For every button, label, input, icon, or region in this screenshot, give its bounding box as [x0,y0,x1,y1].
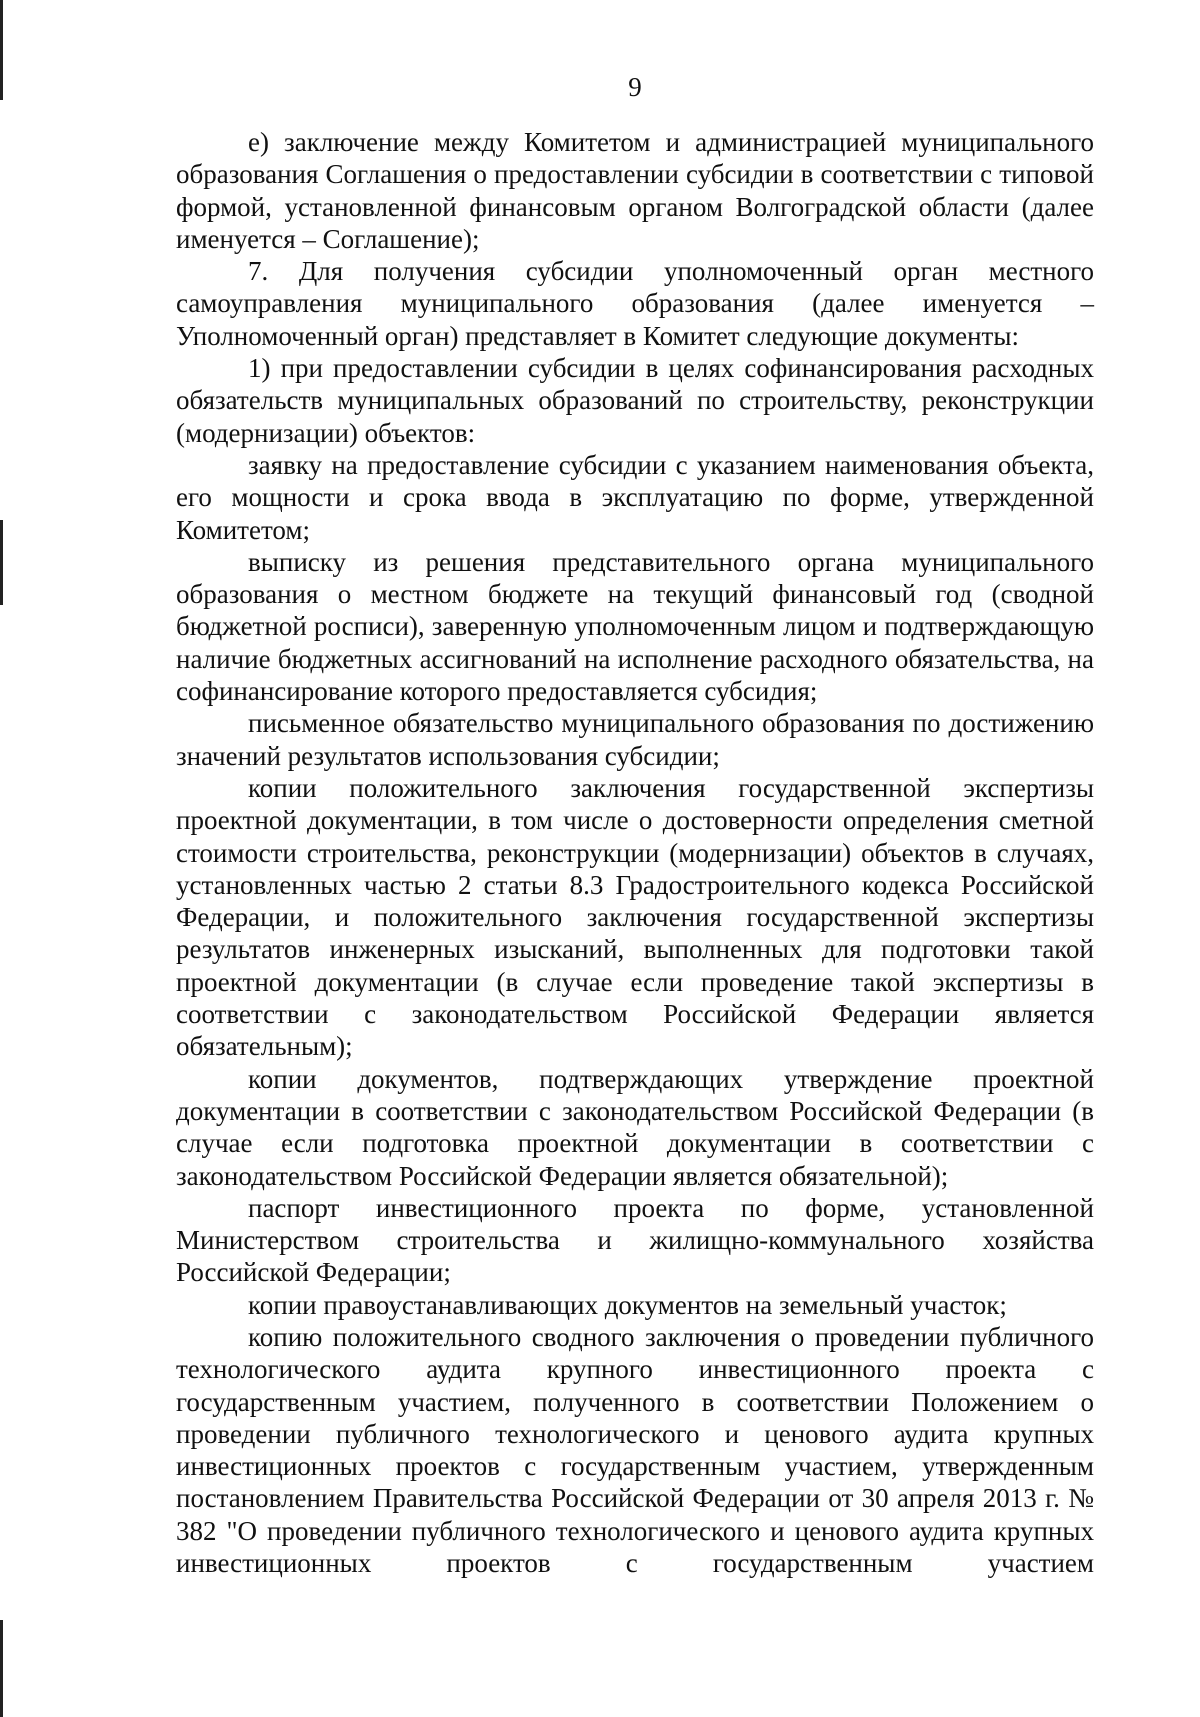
paragraph-expertise-copies: копии положительного заключения государственной экспертизы проектной документации, в том числе о достоверности определения сметной стоимости строительства, реконструкции (модернизации) объектов в случаях, установленных частью 2 статьи 8.3 Градостроительного кодекса Российской Федерации, и положительного заключения государственной экспертизы результатов инженерных изысканий, выполненных для подготовки такой проектной документации (в случае если проведение такой экспертизы в соответствии с законодательством Российской Федерации является обязательным); [176,772,1094,1062]
paragraph-item-7: 7. Для получения субсидии уполномоченный орган местного самоуправления муниципального образования (далее именуется – Уполномоченный орган) представляет в Комитет следующие документы: [176,256,1094,351]
paragraph-approval-copies: копии документов, подтверждающих утверждение проектной документации в соответствии с законодательством Российской Федерации (в случае если подготовка проектной документации в соответствии с законодательством Российской Федерации является обязательной); [176,1063,1094,1191]
scan-edge-mark [0,520,3,605]
document-body [176,126,1094,1579]
paragraph-budget-extract: выписку из решения представительного органа муниципального образования о местном бюджете на текущий финансовый год (сводной бюджетной росписи), заверенную уполномоченным лицом и подтверждающую наличие бюджетных ассигнований на исполнение расходного обязательства, на софинансирование которого предоставляется субсидия; [176,546,1094,707]
paragraph-land-documents: копии правоустанавливающих документов на земельный участок; [248,1289,1007,1320]
paragraph-application: заявку на предоставление субсидии с указанием наименования объекта, его мощности и срока ввода в эксплуатацию по форме, утвержденной Комитетом; [176,449,1094,545]
paragraph-agreement: е) заключение между Комитетом и администрацией муниципального образования Соглашения о предоставлении субсидии в соответствии с типовой формой, установленной финансовым органом Волгоградской области (далее именуется – Соглашение); [176,127,1094,254]
page-number: 9 [628,72,642,102]
paragraph-audit-conclusion: копию положительного сводного заключения о проведении публичного технологического аудита крупного инвестиционного проекта с государственным участием, полученного в соответствии Положением о проведении публичного технологического и ценового аудита крупных инвестиционных проектов с государственным участием, утвержденным постановлением Правительства Российской Федерации от 30 апреля 2013 г. № 382 "О проведении публичного технологического и ценового аудита крупных инвестиционных проектов с государственным участием [176,1321,1094,1579]
scan-edge-mark [0,1620,3,1717]
paragraph-investment-passport: паспорт инвестиционного проекта по форме, установленной Министерством строительства и жилищно-коммунального хозяйства Российской Федерации; [176,1192,1094,1288]
paragraph-subitem-1: 1) при предоставлении субсидии в целях софинансирования расходных обязательств муниципальных образований по строительству, реконструкции (модернизации) объектов: [176,353,1094,448]
paragraph-written-obligation: письменное обязательство муниципального образования по достижению значений результатов использования субсидии; [176,708,1094,771]
